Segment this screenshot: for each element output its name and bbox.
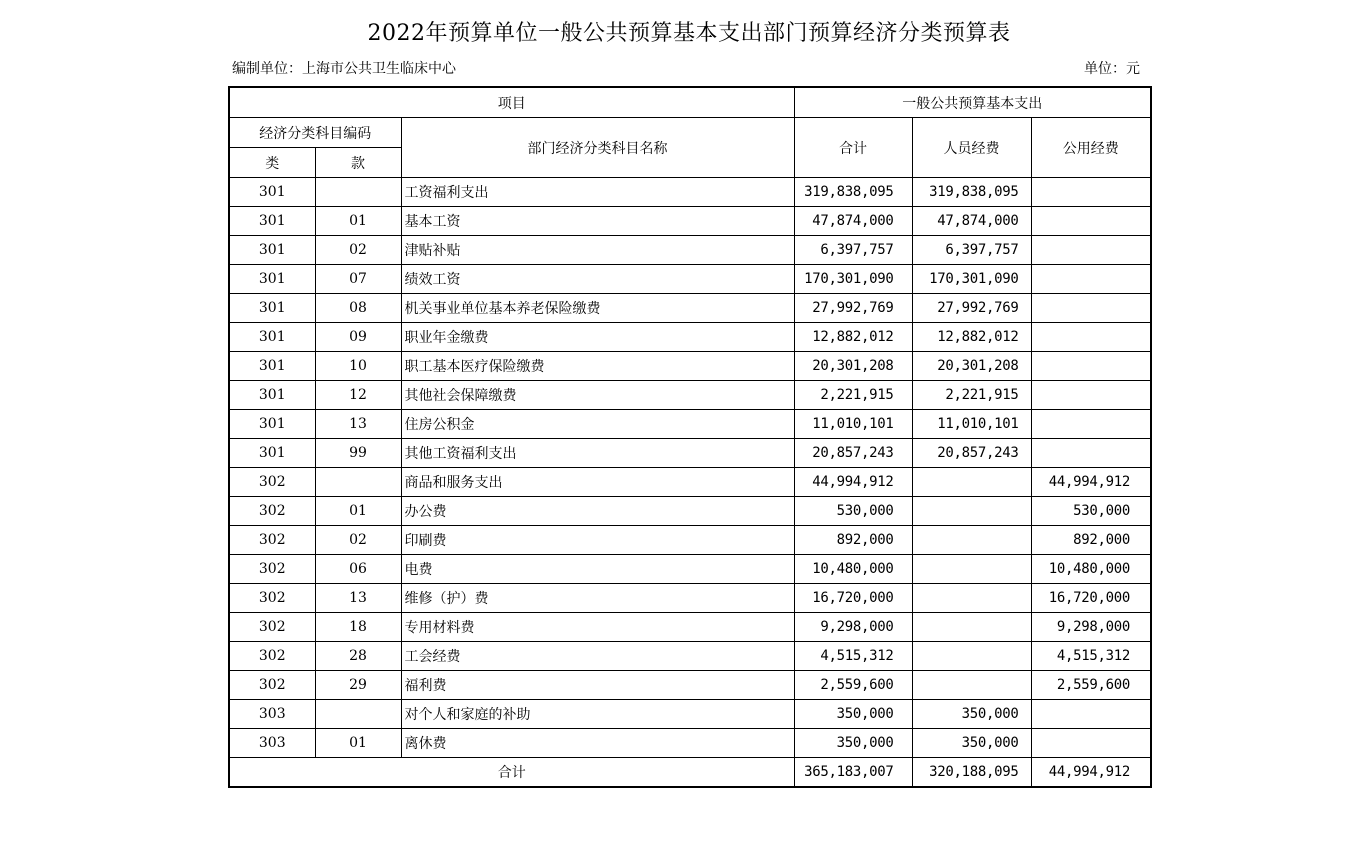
class-code-cell: 302 [229, 497, 315, 526]
section-code-cell: 08 [315, 294, 401, 323]
public-cell [1031, 410, 1151, 439]
table-row [229, 265, 1151, 294]
header-row-1 [229, 87, 1151, 118]
total-cell: 2,559,600 [794, 671, 912, 700]
item-name-cell: 福利费 [401, 671, 794, 700]
public-cell [1031, 381, 1151, 410]
table-row [229, 497, 1151, 526]
total-cell: 350,000 [794, 729, 912, 758]
personnel-cell [912, 468, 1031, 497]
public-cell: 44,994,912 [1031, 468, 1151, 497]
public-cell [1031, 352, 1151, 381]
table-row [229, 236, 1151, 265]
personnel-cell: 350,000 [912, 729, 1031, 758]
public-cell: 16,720,000 [1031, 584, 1151, 613]
section-code-cell [315, 468, 401, 497]
header-personnel: 人员经费 [912, 118, 1031, 178]
class-code-cell: 302 [229, 584, 315, 613]
personnel-cell: 47,874,000 [912, 207, 1031, 236]
table-row [229, 410, 1151, 439]
table-row [229, 671, 1151, 700]
header-item: 项目 [229, 87, 794, 118]
total-cell: 11,010,101 [794, 410, 912, 439]
section-code-cell [315, 178, 401, 207]
item-name-cell: 专用材料费 [401, 613, 794, 642]
total-cell: 319,838,095 [794, 178, 912, 207]
total-cell: 12,882,012 [794, 323, 912, 352]
public-cell: 2,559,600 [1031, 671, 1151, 700]
class-code-cell: 301 [229, 381, 315, 410]
report-title: 2022年预算单位一般公共预算基本支出部门预算经济分类预算表 [367, 21, 1011, 46]
item-name-cell: 基本工资 [401, 207, 794, 236]
section-code-cell: 99 [315, 439, 401, 468]
personnel-cell: 319,838,095 [912, 178, 1031, 207]
public-cell: 892,000 [1031, 526, 1151, 555]
personnel-cell: 27,992,769 [912, 294, 1031, 323]
section-code-cell: 02 [315, 526, 401, 555]
total-cell: 892,000 [794, 526, 912, 555]
class-code-cell: 301 [229, 439, 315, 468]
class-code-cell: 301 [229, 178, 315, 207]
table-row [229, 729, 1151, 758]
table-row [229, 439, 1151, 468]
personnel-cell [912, 555, 1031, 584]
total-cell: 6,397,757 [794, 236, 912, 265]
section-code-cell: 28 [315, 642, 401, 671]
item-name-cell: 离休费 [401, 729, 794, 758]
total-cell: 44,994,912 [794, 468, 912, 497]
section-code-cell: 09 [315, 323, 401, 352]
section-code-cell [315, 700, 401, 729]
item-name-cell: 职业年金缴费 [401, 323, 794, 352]
personnel-cell: 20,301,208 [912, 352, 1031, 381]
table-row [229, 207, 1151, 236]
personnel-cell [912, 613, 1031, 642]
table-row [229, 294, 1151, 323]
table-row [229, 613, 1151, 642]
table-row [229, 323, 1151, 352]
section-code-cell: 02 [315, 236, 401, 265]
total-cell: 27,992,769 [794, 294, 912, 323]
item-name-cell: 其他社会保障缴费 [401, 381, 794, 410]
personnel-cell: 350,000 [912, 700, 1031, 729]
personnel-cell: 6,397,757 [912, 236, 1031, 265]
class-code-cell: 301 [229, 410, 315, 439]
class-code-cell: 301 [229, 323, 315, 352]
public-cell [1031, 178, 1151, 207]
public-cell [1031, 729, 1151, 758]
total-cell: 350,000 [794, 700, 912, 729]
item-name-cell: 办公费 [401, 497, 794, 526]
header-basic-expenditure: 一般公共预算基本支出 [794, 87, 1151, 118]
item-name-cell: 职工基本医疗保险缴费 [401, 352, 794, 381]
class-code-cell: 301 [229, 294, 315, 323]
total-cell: 530,000 [794, 497, 912, 526]
header-total: 合计 [794, 118, 912, 178]
section-code-cell: 01 [315, 207, 401, 236]
grand-public-cell: 44,994,912 [1031, 758, 1151, 788]
unit-label: 单位：元 [1084, 61, 1140, 77]
class-code-cell: 303 [229, 700, 315, 729]
public-cell [1031, 294, 1151, 323]
public-cell: 9,298,000 [1031, 613, 1151, 642]
item-name-cell: 其他工资福利支出 [401, 439, 794, 468]
grand-personnel-cell: 320,188,095 [912, 758, 1031, 788]
class-code-cell: 302 [229, 555, 315, 584]
personnel-cell: 20,857,243 [912, 439, 1031, 468]
total-cell: 16,720,000 [794, 584, 912, 613]
item-name-cell: 津贴补贴 [401, 236, 794, 265]
item-name-cell: 机关事业单位基本养老保险缴费 [401, 294, 794, 323]
class-code-cell: 302 [229, 468, 315, 497]
section-code-cell: 01 [315, 729, 401, 758]
header-row-2 [229, 118, 1151, 148]
table-row [229, 352, 1151, 381]
personnel-cell [912, 584, 1031, 613]
public-cell [1031, 439, 1151, 468]
section-code-cell: 12 [315, 381, 401, 410]
public-cell: 530,000 [1031, 497, 1151, 526]
table-row [229, 526, 1151, 555]
total-cell: 170,301,090 [794, 265, 912, 294]
public-cell [1031, 323, 1151, 352]
table-row [229, 584, 1151, 613]
section-code-cell: 29 [315, 671, 401, 700]
total-cell: 9,298,000 [794, 613, 912, 642]
class-code-cell: 302 [229, 613, 315, 642]
budget-table [228, 86, 1152, 788]
class-code-cell: 301 [229, 207, 315, 236]
table-row [229, 468, 1151, 497]
section-code-cell: 01 [315, 497, 401, 526]
section-code-cell: 13 [315, 410, 401, 439]
total-cell: 20,301,208 [794, 352, 912, 381]
class-code-cell: 302 [229, 671, 315, 700]
total-label: 合计 [229, 758, 794, 788]
class-code-cell: 301 [229, 352, 315, 381]
personnel-cell: 11,010,101 [912, 410, 1031, 439]
table-body [229, 87, 1151, 787]
public-cell: 4,515,312 [1031, 642, 1151, 671]
total-row [229, 758, 1151, 788]
item-name-cell: 工资福利支出 [401, 178, 794, 207]
table-row [229, 381, 1151, 410]
header-section: 款 [315, 148, 401, 178]
class-code-cell: 301 [229, 236, 315, 265]
personnel-cell [912, 497, 1031, 526]
item-name-cell: 对个人和家庭的补助 [401, 700, 794, 729]
public-cell [1031, 236, 1151, 265]
class-code-cell: 301 [229, 265, 315, 294]
class-code-cell: 302 [229, 526, 315, 555]
item-name-cell: 电费 [401, 555, 794, 584]
header-code: 经济分类科目编码 [229, 118, 401, 148]
item-name-cell: 商品和服务支出 [401, 468, 794, 497]
header-name: 部门经济分类科目名称 [401, 118, 794, 178]
personnel-cell [912, 642, 1031, 671]
total-cell: 47,874,000 [794, 207, 912, 236]
personnel-cell [912, 671, 1031, 700]
header-public: 公用经费 [1031, 118, 1151, 178]
section-code-cell: 18 [315, 613, 401, 642]
table-row [229, 700, 1151, 729]
table-row [229, 555, 1151, 584]
item-name-cell: 绩效工资 [401, 265, 794, 294]
total-cell: 4,515,312 [794, 642, 912, 671]
org-label: 编制单位：上海市公共卫生临床中心 [232, 61, 456, 77]
total-cell: 2,221,915 [794, 381, 912, 410]
personnel-cell [912, 526, 1031, 555]
class-code-cell: 303 [229, 729, 315, 758]
public-cell [1031, 207, 1151, 236]
public-cell [1031, 265, 1151, 294]
header-class: 类 [229, 148, 315, 178]
section-code-cell: 06 [315, 555, 401, 584]
public-cell [1031, 700, 1151, 729]
section-code-cell: 10 [315, 352, 401, 381]
class-code-cell: 302 [229, 642, 315, 671]
item-name-cell: 住房公积金 [401, 410, 794, 439]
table-row [229, 178, 1151, 207]
personnel-cell: 2,221,915 [912, 381, 1031, 410]
section-code-cell: 07 [315, 265, 401, 294]
total-cell: 20,857,243 [794, 439, 912, 468]
item-name-cell: 维修（护）费 [401, 584, 794, 613]
item-name-cell: 印刷费 [401, 526, 794, 555]
personnel-cell: 12,882,012 [912, 323, 1031, 352]
table-row [229, 642, 1151, 671]
item-name-cell: 工会经费 [401, 642, 794, 671]
total-cell: 10,480,000 [794, 555, 912, 584]
personnel-cell: 170,301,090 [912, 265, 1031, 294]
grand-total-cell: 365,183,007 [794, 758, 912, 788]
public-cell: 10,480,000 [1031, 555, 1151, 584]
section-code-cell: 13 [315, 584, 401, 613]
